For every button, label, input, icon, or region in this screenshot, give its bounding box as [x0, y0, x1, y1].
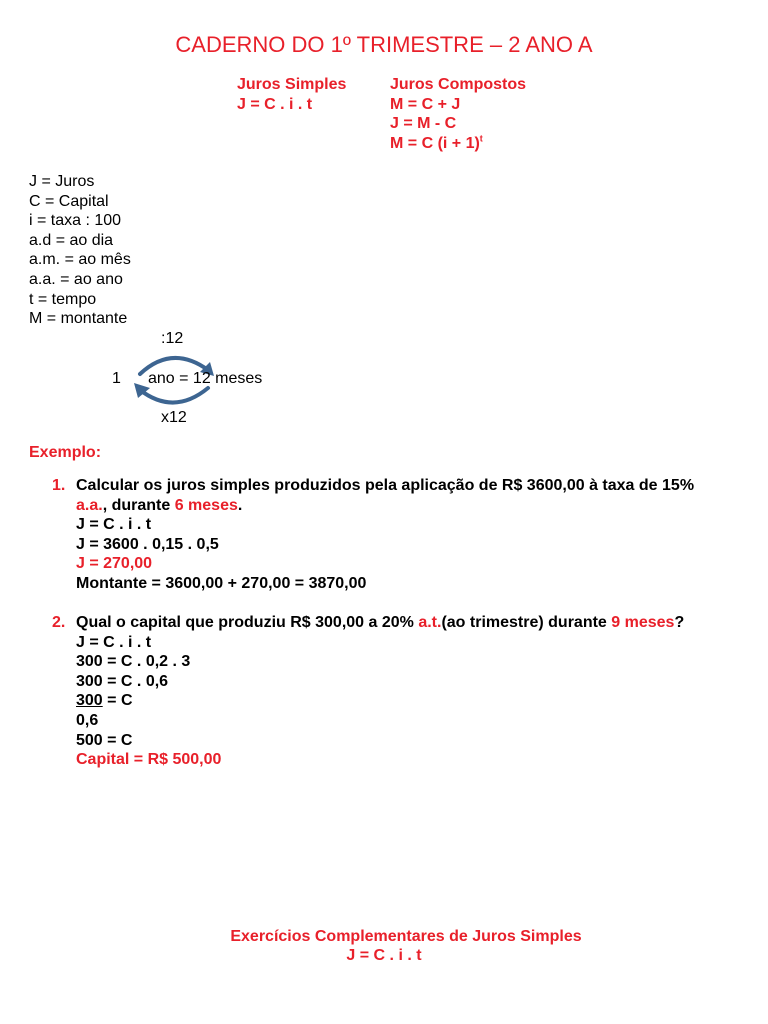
multiply-label: x12 — [161, 409, 187, 426]
legend-item: t = tempo — [29, 290, 97, 308]
legend-item: C = Capital — [29, 192, 109, 210]
legend-item: a.d = ao dia — [29, 231, 114, 249]
example-1-step2: J = 3600 . 0,15 . 0,5 — [76, 535, 219, 553]
juros-compostos-heading: Juros Compostos — [390, 76, 527, 93]
example-2-number: 2. — [52, 614, 66, 631]
example-2-question: Qual o capital que produziu R$ 300,00 a 20% a.t.(ao trimestre) durante 9 meses? — [76, 614, 685, 631]
example-2-step3: 300 = C . 0,6 — [76, 672, 169, 690]
juros-simples-formula: J = C . i . t — [237, 96, 313, 113]
legend-item: M = montante — [29, 310, 128, 328]
conversion-equation: ano = 12 meses — [148, 370, 263, 387]
legend-item: a.m. = ao mês — [29, 251, 131, 269]
juros-compostos-formula-1: M = C + J — [390, 96, 461, 113]
example-1-question-line1: Calcular os juros simples produzidos pela aplicação de R$ 3600,00 à taxa de 15% — [76, 477, 695, 494]
example-1-montante: Montante = 3600,00 + 270,00 = 3870,00 — [76, 574, 367, 592]
legend-item: J = Juros — [29, 173, 95, 190]
example-2-step5: 0,6 — [76, 711, 99, 729]
example-2-step6: 500 = C — [76, 731, 133, 749]
example-heading: Exemplo: — [29, 444, 102, 461]
page-title: CADERNO DO 1º TRIMESTRE – 2 ANO A — [175, 32, 593, 57]
footer-heading: Exercícios Complementares de Juros Simples — [230, 928, 582, 945]
legend-list — [29, 172, 131, 329]
example-2-step1: J = C . i . t — [76, 633, 152, 651]
example-2-result: Capital = R$ 500,00 — [76, 751, 222, 769]
example-2-step2: 300 = C . 0,2 . 3 — [76, 653, 191, 671]
juros-simples-heading: Juros Simples — [237, 76, 347, 93]
example-1-step1: J = C . i . t — [76, 516, 152, 534]
juros-compostos-formula-2: J = M - C — [390, 115, 457, 132]
footer-formula: J = C . i . t — [346, 947, 422, 964]
example-1-question-line2: a.a., durante 6 meses. — [76, 496, 243, 514]
divide-label: :12 — [161, 330, 184, 347]
example-1-number: 1. — [52, 477, 66, 494]
conversion-number: 1 — [112, 370, 121, 387]
legend-item: i = taxa : 100 — [29, 212, 122, 230]
legend-item: a.a. = ao ano — [29, 270, 123, 288]
example-2-step4: 300 = C — [76, 692, 133, 710]
example-1-result: J = 270,00 — [76, 555, 153, 573]
juros-compostos-formula-3: M = C $(i + 1)^t$ — [390, 133, 483, 152]
